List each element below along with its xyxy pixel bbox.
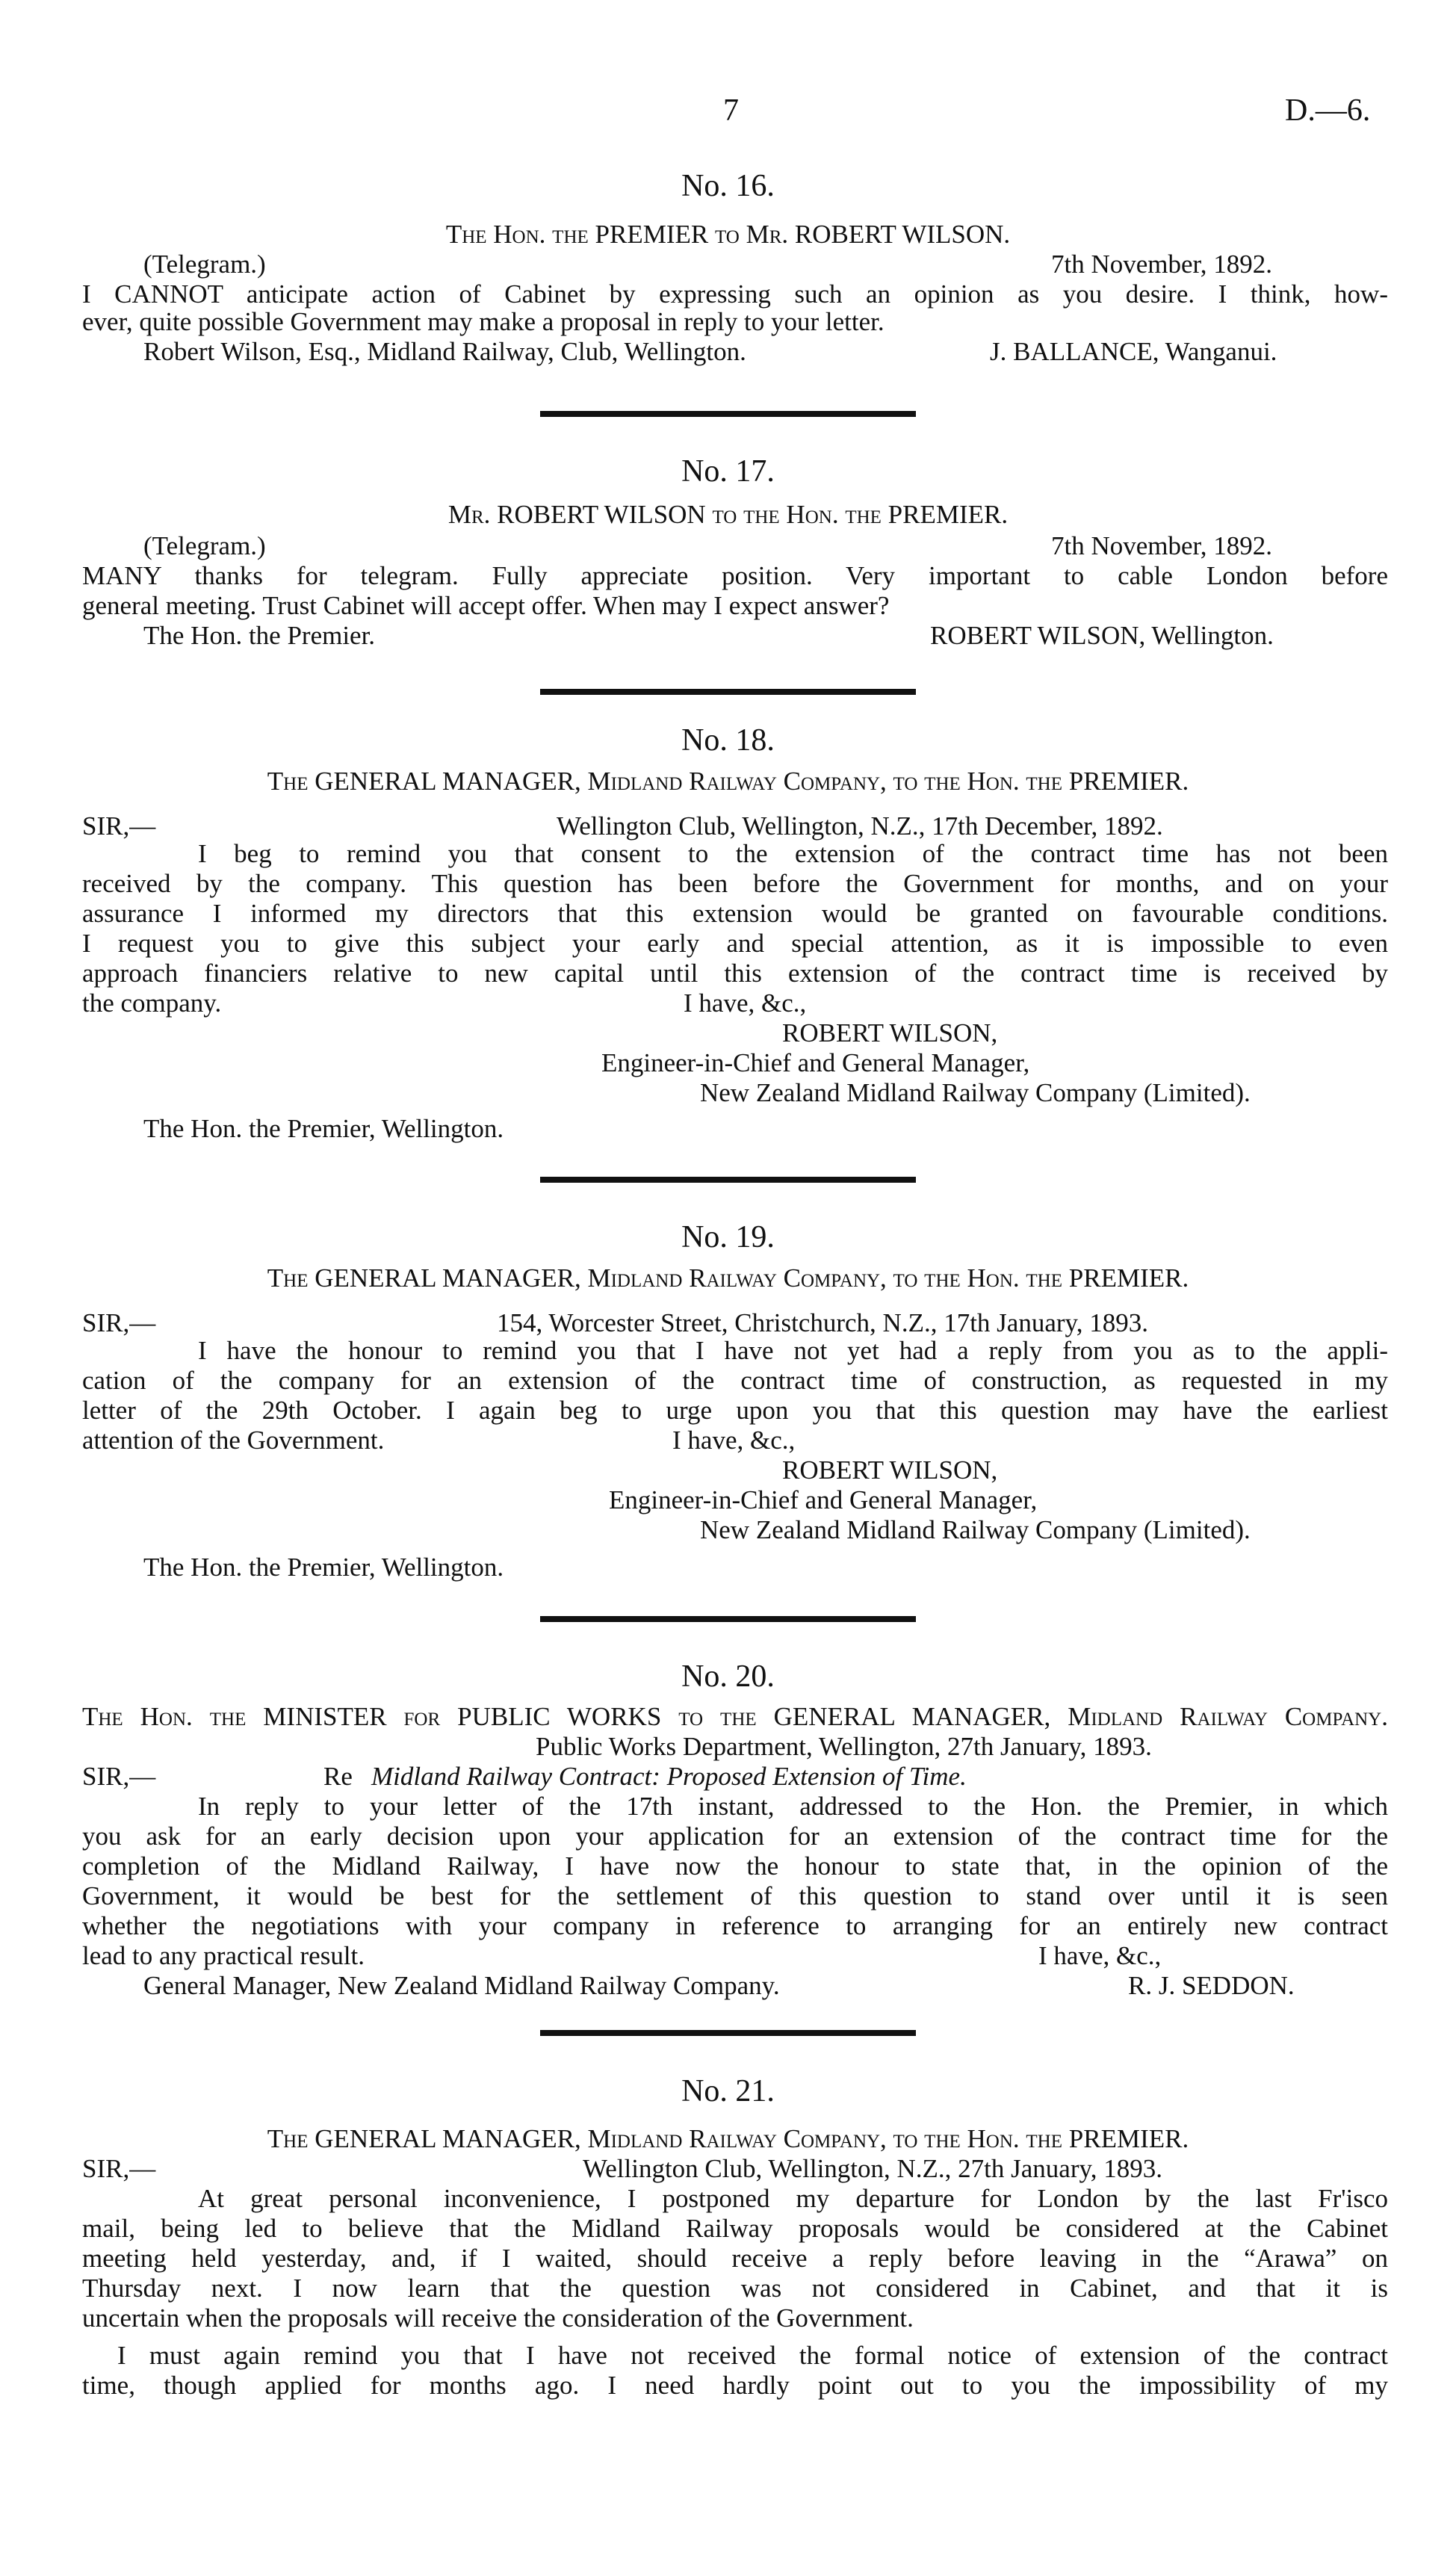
letter-body-line: I request you to give this subject your early and special attention, as it is impossible to even — [82, 929, 1388, 958]
letter-signature: ROBERT WILSON, Wellington. — [930, 621, 1274, 650]
letter-signature: J. BALLANCE, Wanganui. — [990, 337, 1277, 366]
letter-signature-company: New Zealand Midland Railway Company (Limited). — [700, 1078, 1251, 1107]
letter-type: (Telegram.) — [143, 250, 266, 279]
letter-body-line: MANY thanks for telegram. Fully appreciate position. Very important to cable London before — [82, 561, 1388, 590]
letter-body-line: I CANNOT anticipate action of Cabinet by expressing such an opinion as you desire. I think, how- — [82, 279, 1388, 309]
letter-signature-title: Engineer-in-Chief and General Manager, — [601, 1048, 1030, 1077]
letter-from-to: The GENERAL MANAGER, Midland Railway Company, to the Hon. the PREMIER. — [267, 2124, 1189, 2153]
page-number: 7 — [723, 93, 739, 128]
letter-body-line: At great personal inconvenience, I postponed my departure for London by the last Fr'isco — [198, 2184, 1388, 2213]
letter-address: Robert Wilson, Esq., Midland Railway, Club, Wellington. — [143, 337, 746, 366]
letter-body-line: meeting held yesterday, and, if I waited, should receive a reply before leaving in the “Arawa” on — [82, 2244, 1388, 2273]
letter-body-line: attention of the Government. — [82, 1426, 385, 1455]
letter-body-line: I have the honour to remind you that I have not yet had a reply from you as to the appli- — [198, 1336, 1388, 1365]
letter-address: The Hon. the Premier, Wellington. — [143, 1553, 504, 1582]
letter-body-line: completion of the Midland Railway, I have now the honour to state that, in the opinion of the — [82, 1851, 1388, 1881]
letter-body-line: I beg to remind you that consent to the extension of the contract time has not been — [198, 839, 1388, 868]
letter-number: No. 19. — [681, 1220, 775, 1254]
letter-body-line: Government, it would be best for the settlement of this question to stand over until it is seen — [82, 1881, 1388, 1910]
letter-body-line: mail, being led to believe that the Midland Railway proposals would be considered at the Cabinet — [82, 2214, 1388, 2243]
letter-from-to: The Hon. the PREMIER to Mr. ROBERT WILSON. — [445, 220, 1011, 249]
section-divider — [540, 1177, 916, 1183]
letter-from-to: The GENERAL MANAGER, Midland Railway Company, to the Hon. the PREMIER. — [267, 767, 1189, 796]
letter-body-line: the company. — [82, 988, 222, 1018]
letter-body-line: lead to any practical result. — [82, 1941, 365, 1970]
letter-body-line: uncertain when the proposals will receive the consideration of the Government. — [82, 2303, 914, 2333]
letter-salutation: SIR,— — [82, 1762, 156, 1791]
letter-number: No. 18. — [681, 723, 775, 758]
letter-salutation: SIR,— — [82, 2154, 156, 2183]
letter-body-line: letter of the 29th October. I again beg to urge upon you that this question may have the earliest — [82, 1396, 1388, 1425]
section-divider — [540, 411, 916, 417]
letter-salutation: SIR,— — [82, 811, 156, 841]
letter-body-line: whether the negotiations with your company in reference to arranging for an entirely new contract — [82, 1911, 1388, 1940]
letter-body-line: cation of the company for an extension of the contract time of construction, as requested in my — [82, 1366, 1388, 1395]
letter-address: General Manager, New Zealand Midland Railway Company. — [143, 1971, 780, 2000]
letter-body-line: received by the company. This question has been before the Government for months, and on your — [82, 869, 1388, 898]
letter-from-to: Mr. ROBERT WILSON to the Hon. the PREMIER. — [447, 500, 1009, 529]
letter-address: The Hon. the Premier. — [143, 621, 376, 650]
letter-closing: I have, &c., — [1038, 1941, 1162, 1970]
letter-date: 7th November, 1892. — [1051, 531, 1273, 560]
section-divider — [540, 2030, 916, 2036]
letter-type: (Telegram.) — [143, 531, 266, 560]
letter-body-line: In reply to your letter of the 17th instant, addressed to the Hon. the Premier, in which — [198, 1792, 1388, 1821]
letter-salutation: SIR,— — [82, 1308, 156, 1337]
letter-body-line: time, though applied for months ago. I need hardly point out to you the impossibility of my — [82, 2371, 1388, 2400]
letter-body-line: I must again remind you that I have not received the formal notice of extension of the contract — [117, 2341, 1388, 2370]
letter-body-line: assurance I informed my directors that this extension would be granted on favourable conditions. — [82, 899, 1388, 928]
letter-signature: ROBERT WILSON, — [782, 1455, 998, 1485]
letter-date: Wellington Club, Wellington, N.Z., 27th January, 1893. — [583, 2154, 1162, 2183]
letter-number: No. 16. — [681, 169, 775, 203]
section-divider — [540, 1616, 916, 1622]
letter-number: No. 21. — [681, 2074, 775, 2108]
letter-number: No. 17. — [681, 454, 775, 489]
letter-body-line: ever, quite possible Government may make a proposal in reply to your letter. — [82, 307, 885, 336]
letter-date: 154, Worcester Street, Christchurch, N.Z., 17th January, 1893. — [497, 1308, 1148, 1337]
letter-signature-title: Engineer-in-Chief and General Manager, — [609, 1485, 1038, 1514]
letter-re-subject: Midland Railway Contract: Proposed Extension of Time. — [371, 1762, 967, 1791]
letter-body-line: you ask for an early decision upon your application for an extension of the contract time for the — [82, 1822, 1388, 1851]
letter-from-to: The Hon. the MINISTER for PUBLIC WORKS to the GENERAL MANAGER, Midland Railway Company. — [82, 1702, 1388, 1731]
letter-signature: R. J. SEDDON. — [1128, 1971, 1295, 2000]
letter-body-line: approach financiers relative to new capital until this extension of the contract time is received by — [82, 959, 1388, 988]
letter-number: No. 20. — [681, 1659, 775, 1694]
letter-body-line: Thursday next. I now learn that the question was not considered in Cabinet, and that it is — [82, 2274, 1388, 2303]
document-reference: D.—6. — [1285, 93, 1371, 128]
section-divider — [540, 689, 916, 695]
letter-body-line: general meeting. Trust Cabinet will accept offer. When may I expect answer? — [82, 591, 890, 620]
letter-closing: I have, &c., — [672, 1426, 796, 1455]
letter-date: Public Works Department, Wellington, 27th January, 1893. — [536, 1732, 1152, 1761]
letter-date: Wellington Club, Wellington, N.Z., 17th December, 1892. — [557, 811, 1163, 841]
letter-from-to: The GENERAL MANAGER, Midland Railway Company, to the Hon. the PREMIER. — [267, 1263, 1189, 1293]
letter-date: 7th November, 1892. — [1051, 250, 1273, 279]
letter-re-prefix: Re — [323, 1762, 353, 1791]
letter-signature: ROBERT WILSON, — [782, 1018, 998, 1047]
letter-closing: I have, &c., — [684, 988, 807, 1018]
letter-signature-company: New Zealand Midland Railway Company (Limited). — [700, 1515, 1251, 1544]
letter-address: The Hon. the Premier, Wellington. — [143, 1114, 504, 1143]
